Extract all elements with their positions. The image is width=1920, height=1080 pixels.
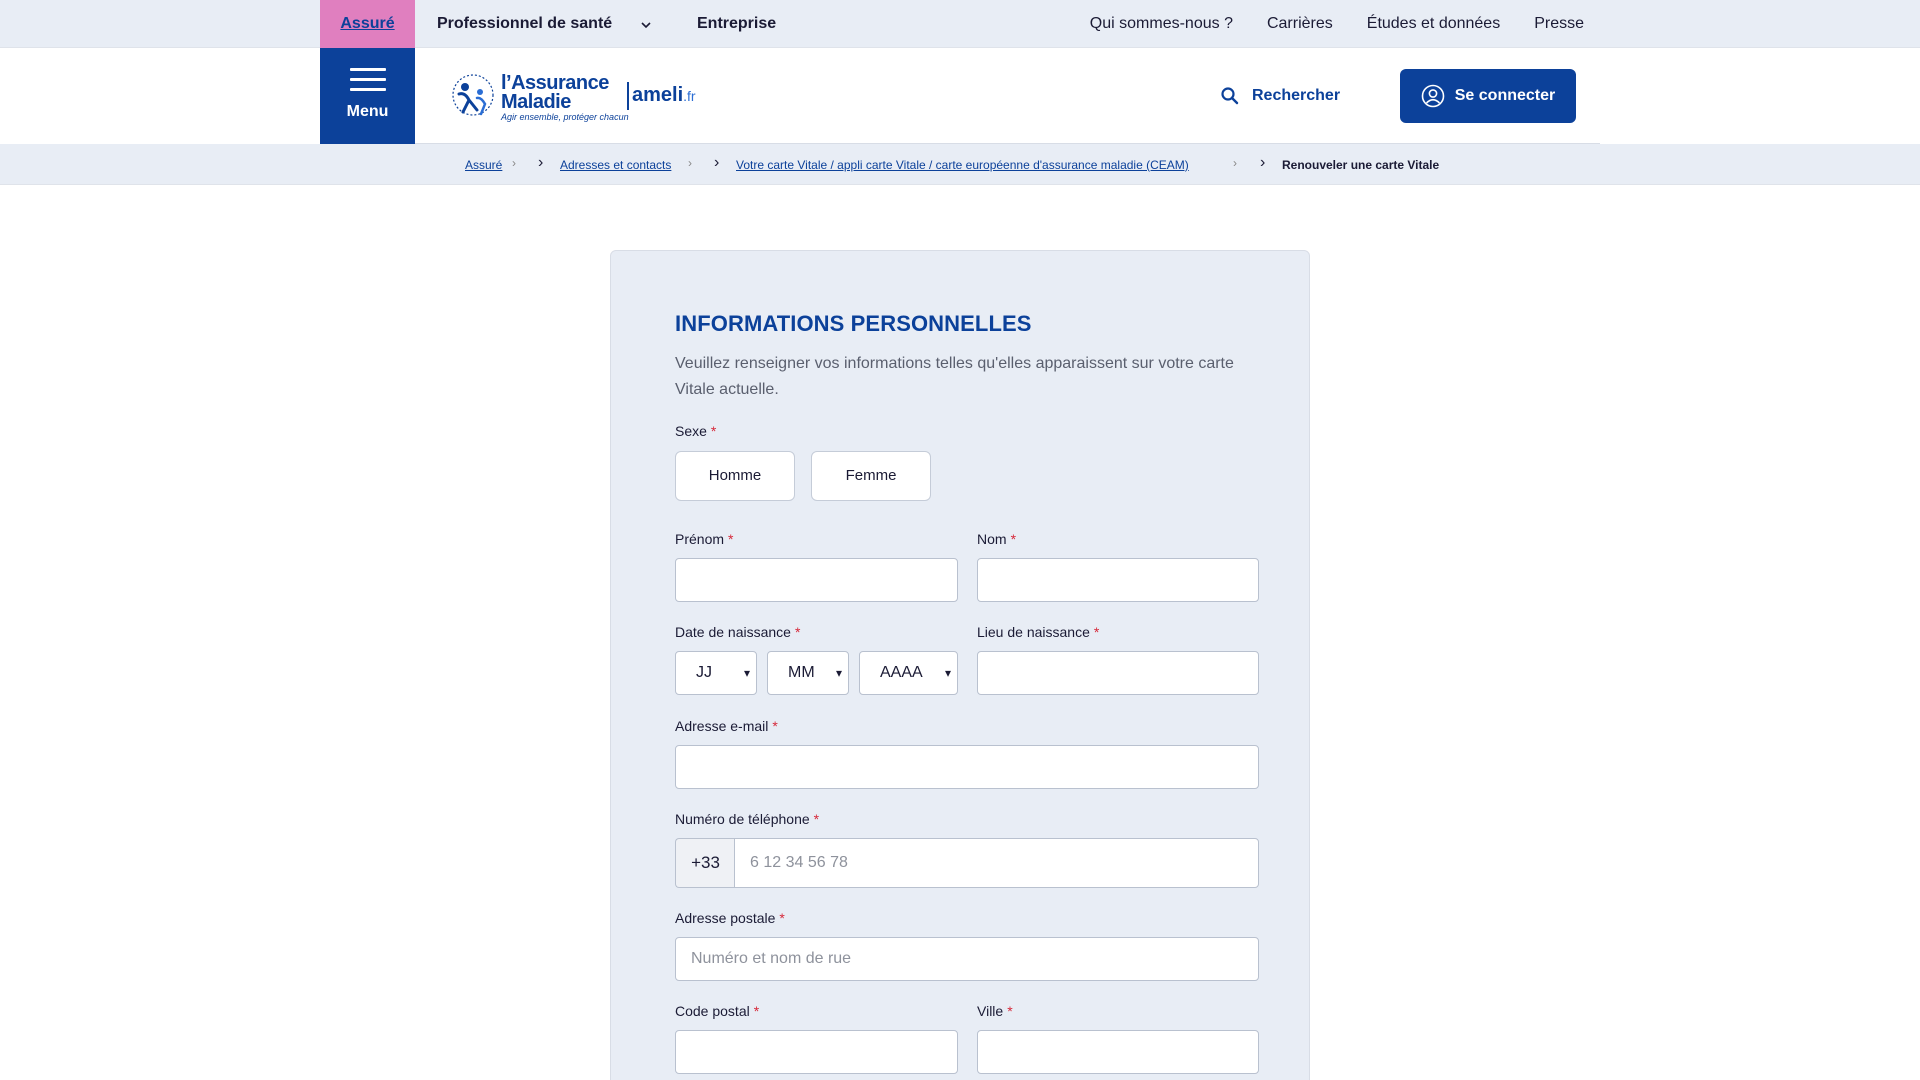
logo-tagline: Agir ensemble, protéger chacun [501, 112, 629, 122]
breadcrumb-carte-vitale[interactable]: Votre carte Vitale / appli carte Vitale / carte européenne d'assurance maladie (CEAM) [736, 158, 1189, 172]
form-intro: Veuillez renseigner vos informations telles qu'elles apparaissent sur votre carte Vitale actuelle. [675, 355, 1234, 398]
adresse-label: Adresse postale * [675, 910, 785, 926]
search-label: Rechercher [1252, 87, 1341, 104]
chevron-down-icon: ▾ [835, 666, 842, 680]
breadcrumb-current: Renouveler une carte Vitale [1282, 158, 1440, 172]
telephone-input[interactable]: 6 12 34 56 78 [734, 838, 1259, 888]
breadcrumb-separator: › [688, 156, 692, 170]
ville-label: Ville * [977, 1003, 1013, 1019]
sexe-label: Sexe * [675, 423, 717, 439]
top-links [1090, 0, 1584, 48]
nom-input[interactable] [977, 558, 1259, 602]
code-postal-input[interactable] [675, 1030, 958, 1074]
code-postal-label: Code postal * [675, 1003, 760, 1019]
chevron-down-icon: ▾ [743, 666, 750, 680]
lieu-naissance-label: Lieu de naissance * [977, 624, 1100, 640]
se-connecter-button[interactable] [1400, 69, 1576, 123]
sexe-femme-option[interactable]: Femme [811, 451, 931, 501]
form-title: INFORMATIONS PERSONNELLES [675, 311, 1032, 336]
assurance-maladie-logo[interactable] [447, 68, 707, 124]
breadcrumb-assure[interactable]: Assuré [465, 158, 503, 172]
link-presse[interactable]: Presse [1534, 15, 1584, 32]
email-label: Adresse e-mail * [675, 718, 778, 734]
breadcrumb-separator: › [512, 156, 516, 170]
assurance-maladie-emblem-icon [447, 70, 499, 120]
ameli-logo: ameli.fr [632, 84, 696, 106]
site-header [0, 48, 1920, 144]
ville-input[interactable] [977, 1030, 1259, 1074]
tab-professionnel-de-sante[interactable]: Professionnel de santé [437, 15, 613, 32]
hamburger-icon [350, 68, 386, 92]
phone-country-prefix: +33 [675, 838, 735, 888]
prenom-label: Prénom * [675, 531, 734, 547]
chevron-right-icon: › [714, 154, 720, 171]
telephone-label: Numéro de téléphone * [675, 811, 820, 827]
breadcrumb-adresses-et-contacts[interactable]: Adresses et contacts [560, 158, 672, 172]
date-naissance-label: Date de naissance * [675, 624, 801, 640]
logo-title: l’Assurance Maladie [501, 72, 609, 113]
search-icon [1220, 86, 1240, 106]
chevron-down-icon[interactable] [640, 0, 652, 48]
user-circle-icon [1421, 84, 1445, 108]
chevron-right-icon: › [1260, 154, 1266, 171]
breadcrumb-separator: › [1233, 156, 1237, 170]
se-connecter-label: Se connecter [1454, 87, 1556, 104]
chevron-right-icon: › [538, 154, 544, 171]
link-qui-sommes-nous[interactable]: Qui sommes-nous ? [1089, 15, 1233, 32]
birth-year-select[interactable]: AAAA ▾ [859, 651, 958, 695]
search-button[interactable] [1220, 80, 1340, 112]
menu-button[interactable] [320, 48, 415, 144]
breadcrumb [0, 144, 1920, 185]
chevron-down-icon: ▾ [944, 666, 951, 680]
link-etudes-et-donnees[interactable]: Études et données [1366, 15, 1501, 32]
nom-label: Nom * [977, 531, 1017, 547]
birth-day-select[interactable]: JJ ▾ [675, 651, 757, 695]
prenom-input[interactable] [675, 558, 958, 602]
link-carrieres[interactable]: Carrières [1266, 15, 1333, 32]
adresse-input[interactable]: Numéro et nom de rue [675, 937, 1259, 981]
tab-assure[interactable]: Assuré [320, 0, 415, 48]
menu-label: Menu [346, 103, 389, 120]
birth-month-select[interactable]: MM ▾ [767, 651, 849, 695]
tab-entreprise[interactable]: Entreprise [697, 15, 777, 32]
email-input[interactable] [675, 745, 1259, 789]
lieu-naissance-input[interactable] [977, 651, 1259, 695]
top-bar [0, 0, 1920, 48]
logo-separator [627, 82, 629, 110]
sexe-homme-option[interactable]: Homme [675, 451, 795, 501]
